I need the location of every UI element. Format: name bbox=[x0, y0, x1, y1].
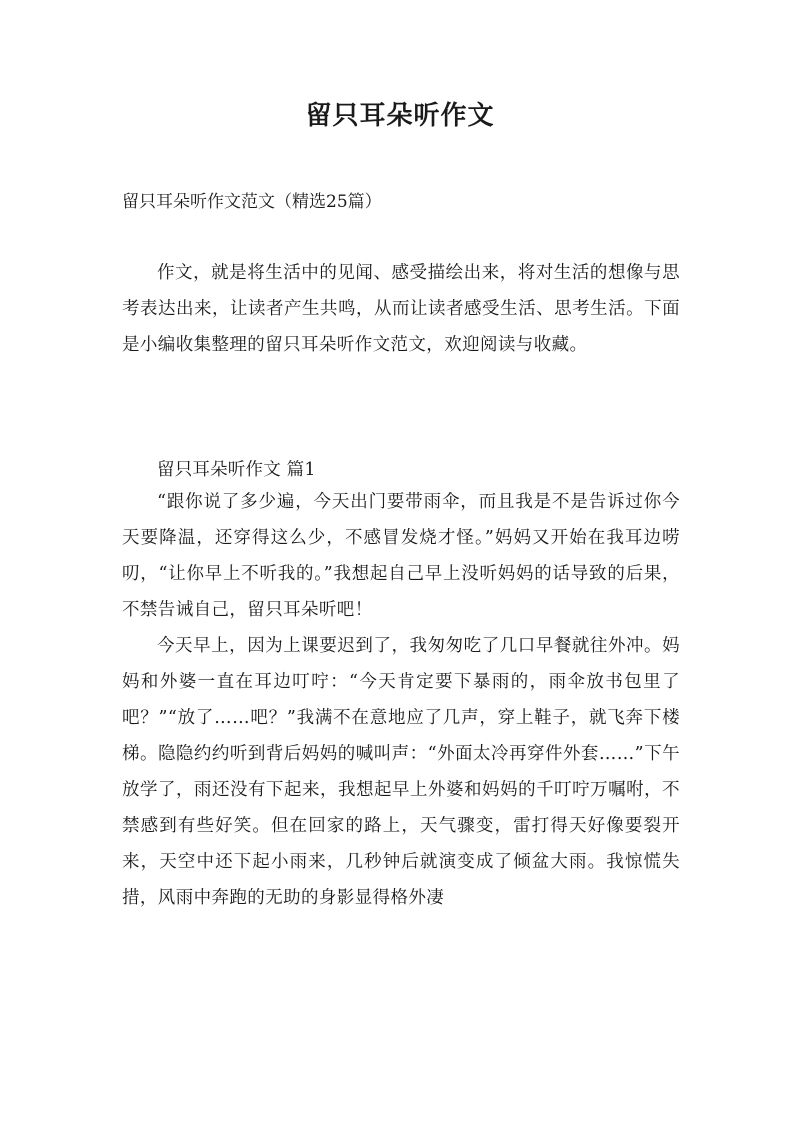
intro-paragraph: 作文，就是将生活中的见闻、感受描绘出来，将对生活的想像与思考表达出来，让读者产生共鸣，从而让读者感受生活、思考生活。下面是小编收集整理的留只耳朵听作文范文，欢迎阅读与收藏。 bbox=[122, 263, 680, 355]
article-heading: 留只耳朵听作文 篇1 bbox=[157, 460, 316, 480]
article-paragraph: 今天早上，因为上课要迟到了，我匆匆吃了几口早餐就往外冲。妈妈和外婆一直在耳边叮咛：“今天肯定要下暴雨的，雨伞放书包里了吧？”“放了……吧？”我满不在意地应了几声，穿上鞋子，就飞奔下楼梯。隐隐约约听到背后妈妈的喊叫声：“外面太冷再穿件外套……”下午放学了，雨还没有下起来，我想起早上外婆和妈妈的千叮咛万嘱咐，不禁感到有些好笑。但在回家的路上，天气骤变，雷打得天好像要裂开来，天空中还下起小雨来，几秒钟后就演变成了倾盆大雨。我惊慌失措，风雨中奔跑的无助的身影显得格外凄 bbox=[122, 636, 680, 908]
article-paragraph: “跟你说了多少遍，今天出门要带雨伞，而且我是不是告诉过你今天要降温，还穿得这么少，不感冒发烧才怪。”妈妈又开始在我耳边唠叨，“让你早上不听我的。”我想起自己早上没听妈妈的话导致的后果，不禁告诫自己，留只耳朵听吧！ bbox=[122, 492, 680, 620]
article-section bbox=[122, 452, 680, 916]
document-title: 留只耳朵听作文 bbox=[305, 101, 495, 131]
intro-section bbox=[122, 255, 680, 363]
document-subtitle: 留只耳朵听作文范文（精选25篇） bbox=[122, 192, 382, 212]
